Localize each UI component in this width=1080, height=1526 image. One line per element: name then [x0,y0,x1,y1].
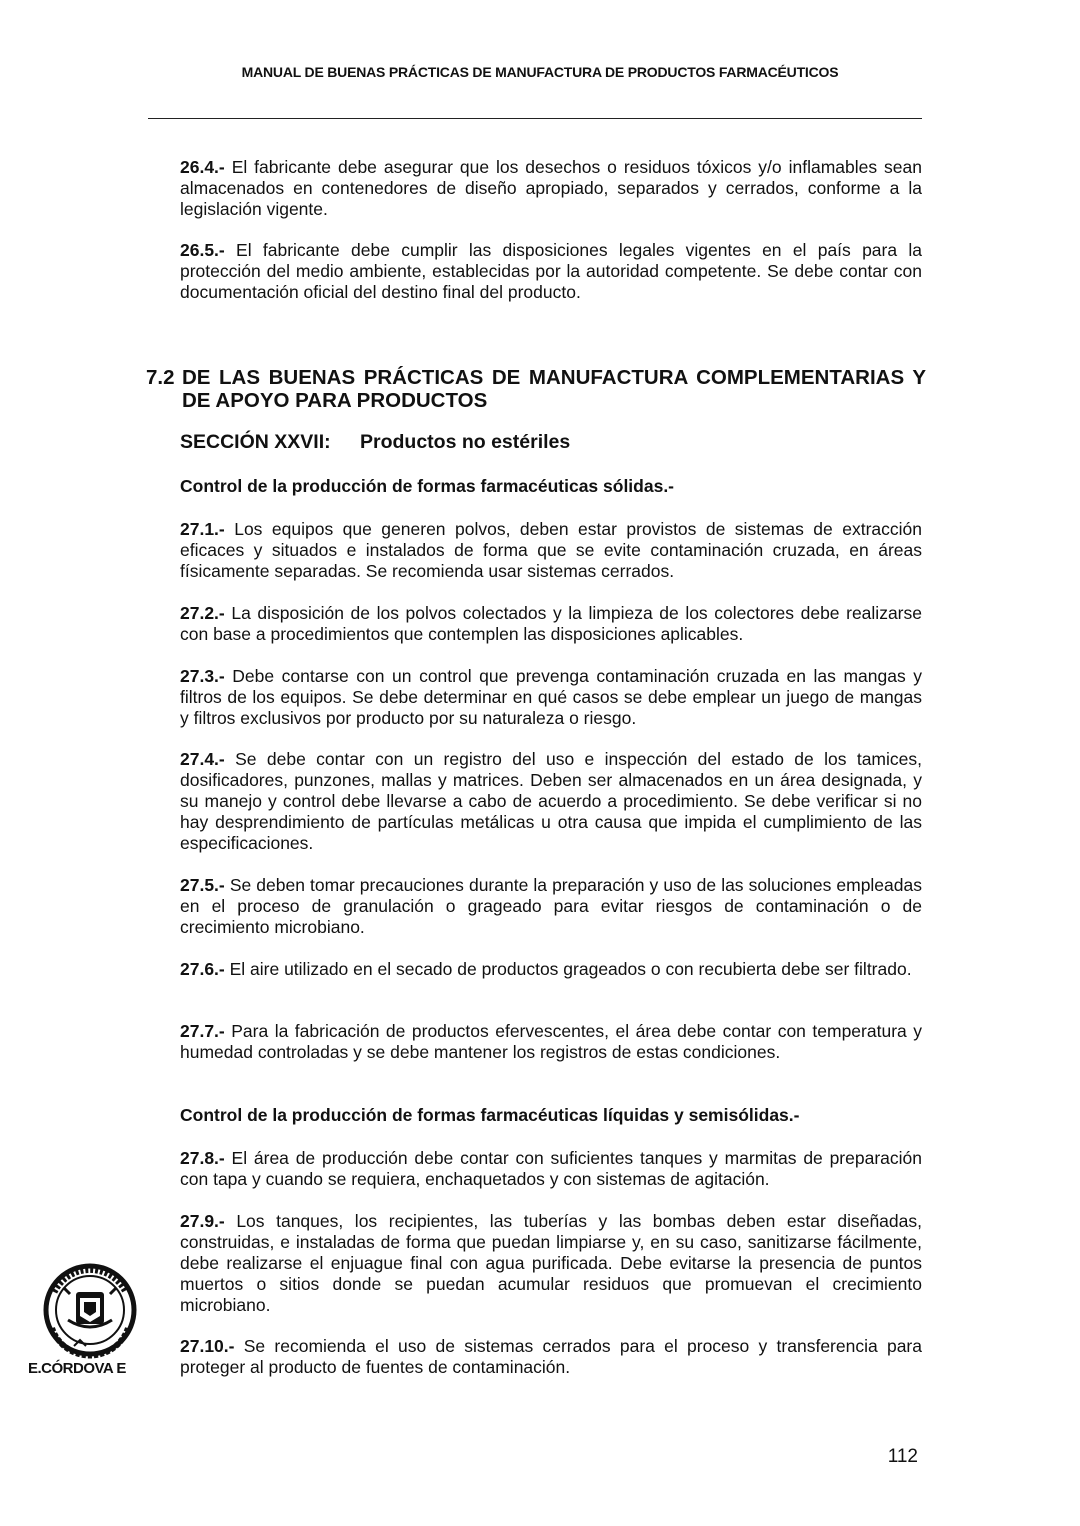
paragraph-number: 27.4.- [180,749,225,769]
paragraph-27-5 [180,875,922,938]
section-title: DE LAS BUENAS PRÁCTICAS DE MANUFACTURA COMPLEMENTARIAS Y DE APOYO PARA PRODUCTOS [182,366,926,412]
page-header: MANUAL DE BUENAS PRÁCTICAS DE MANUFACTURA DE PRODUCTOS FARMACÉUTICOS [241,64,839,80]
paragraph-text: El área de producción debe contar con suficientes tanques y marmitas de preparación con tapa y cuando se requiera, enchaquetados y con sistemas de agitación. [180,1148,922,1189]
paragraph-27-10 [180,1336,922,1378]
paragraph-27-7 [180,1021,922,1063]
paragraph-27-1 [180,519,922,582]
paragraph-text: Los equipos que generen polvos, deben estar provistos de sistemas de extracción eficaces y situados e instalados de forma que se evite contaminación cruzada, en áreas físicamente separadas. Se recomienda usar sistemas cerrados. [180,519,922,581]
paragraph-26-4 [180,157,922,220]
seal-signature-name: E.CÓRDOVA E [28,1360,126,1377]
paragraph-number: 27.9.- [180,1211,225,1231]
paragraph-number: 27.10.- [180,1336,235,1356]
section-number: 7.2 [146,366,175,389]
paragraph-text: Los tanques, los recipientes, las tuberías y las bombas deben estar diseñadas, construidas, e instaladas de forma que puedan limpiarse y, en su caso, sanitizarse fácilmente, debe realizarse el enjuague final con agua purificada. Debe evitarse la presencia de puntos muertos o sitios donde se puedan acumular residuos que promuevan el crecimiento microbiano. [180,1211,922,1315]
paragraph-text: Se debe contar con un registro del uso e inspección del estado de los tamices, dosificadores, punzones, mallas y matrices. Deben ser almacenados en un área designada, y su manejo y control debe llevarse a cabo de acuerdo a procedimiento. Se debe verificar si no hay desprendimiento de partículas metálicas u otra causa que impida el cumplimiento de las especificaciones. [180,749,922,853]
paragraph-number: 27.7.- [180,1021,225,1041]
seccion-title: Productos no estériles [360,431,571,453]
page-number: 112 [887,1446,918,1467]
paragraph-text: El fabricante debe asegurar que los desechos o residuos tóxicos y/o inflamables sean almacenados en contenedores de diseño apropiado, separados y cerrados, conforme a la legislación vigente. [180,157,922,219]
paragraph-27-3 [180,666,922,729]
paragraph-27-6 [180,959,922,980]
seccion-label: SECCIÓN XXVII: [180,431,331,453]
paragraph-text: Debe contarse con un control que prevenga contaminación cruzada en las mangas y filtros de los equipos. Se debe determinar en qué casos se debe emplear un juego de mangas y filtros exclusivos por producto por su naturaleza o riesgo. [180,666,922,728]
paragraph-26-5 [180,240,922,303]
paragraph-text: Se recomienda el uso de sistemas cerrados para el proceso y transferencia para proteger al producto de fuentes de contaminación. [180,1336,922,1377]
paragraph-number: 26.5.- [180,240,225,260]
paragraph-27-4 [180,749,922,854]
seccion-heading [180,431,570,454]
paragraph-27-2 [180,603,922,645]
paragraph-text: El fabricante debe cumplir las disposiciones legales vigentes en el país para la protección del medio ambiente, establecidas por la autoridad competente. Se debe contar con documentación oficial del destino final del producto. [180,240,922,302]
subhead-solidas: Control de la producción de formas farmacéuticas sólidas.- [180,476,675,496]
paragraph-number: 27.5.- [180,875,225,895]
paragraph-text: El aire utilizado en el secado de productos grageados o con recubierta debe ser filtrado. [224,959,912,979]
section-heading [146,366,926,412]
header-rule [148,118,922,119]
paragraph-27-9 [180,1211,922,1316]
paragraph-text: La disposición de los polvos colectados y la limpieza de los colectores debe realizarse con base a procedimientos que contemplen las disposiciones aplicables. [180,603,922,644]
subhead-liquidas: Control de la producción de formas farmacéuticas líquidas y semisólidas.- [180,1105,800,1125]
paragraph-27-8 [180,1148,922,1190]
paragraph-number: 27.6.- [180,959,225,979]
paragraph-number: 27.3.- [180,666,225,686]
paragraph-text: Para la fabricación de productos efervescentes, el área debe contar con temperatura y humedad controladas y se debe mantener los registros de estas condiciones. [180,1021,922,1062]
paragraph-number: 26.4.- [180,157,225,177]
paragraph-number: 27.8.- [180,1148,225,1168]
paragraph-text: Se deben tomar precauciones durante la preparación y uso de las soluciones empleadas en el proceso de granulación o grageado para evitar riesgos de contaminación o de crecimiento microbiano. [180,875,922,937]
paragraph-number: 27.1.- [180,519,225,539]
paragraph-number: 27.2.- [180,603,225,623]
